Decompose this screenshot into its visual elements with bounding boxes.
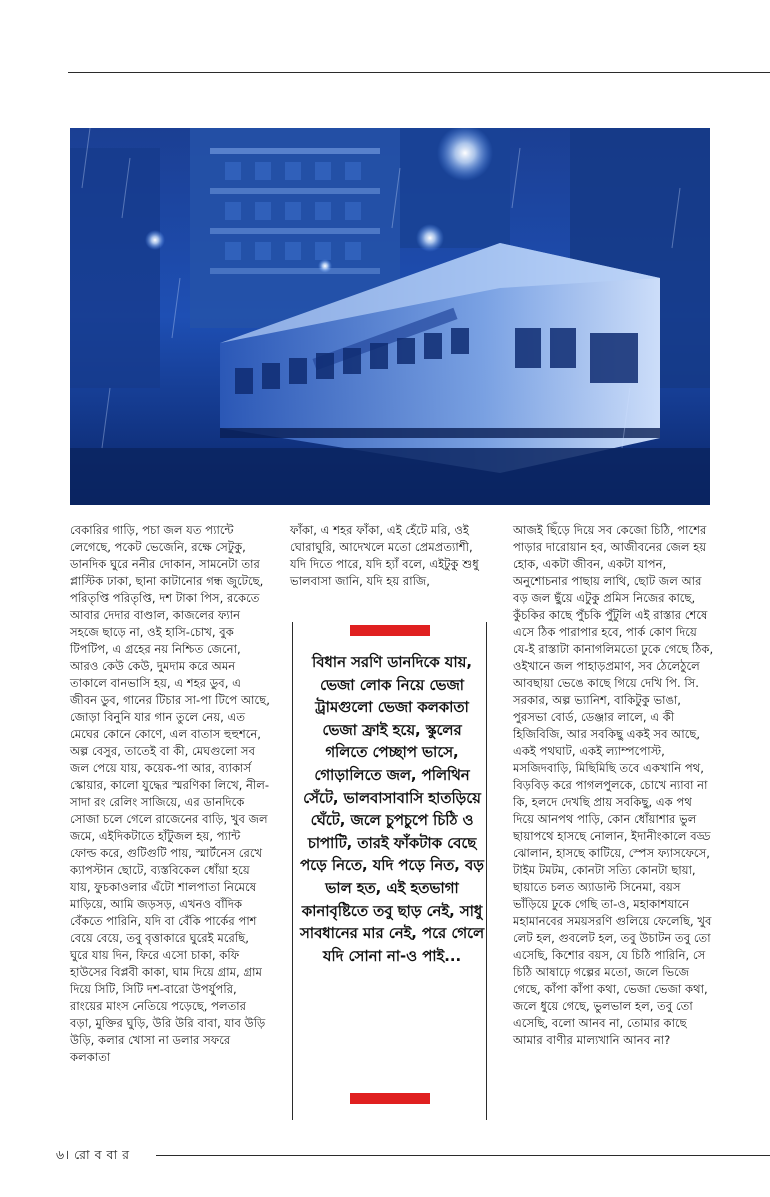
column-divider-left [292, 622, 293, 1120]
article-column-1 [70, 522, 270, 1066]
article-column-2-text: ফাঁকা, এ শহর ফাঁকা, এই হেঁটে মরি, ওই ঘোরাঘুরি, আদেখলে মতো প্রেমপ্রত্যাশী, যদি দিতে পারে, যদি হ্যাঁ বলে, এইটুকু শুধু ভালবাসা জানি, যদি হয় রাজি, [290, 523, 479, 588]
pull-quote-bar-top [350, 625, 430, 636]
tram-illustration [70, 128, 710, 505]
top-rule [68, 72, 770, 73]
footer-rule [156, 1155, 770, 1156]
article-column-3-text: আজই ছিঁড়ে দিয়ে সব কেজো চিঠি, পাশের পাড়ার দারোয়ান হব, আজীবনের জেল হয় হোক, একটা জীবন, একটা যাপন, অনুশোচনার পাছায় লাথি, ছোট জল আর বড় জল ছুঁয়ে এটুকু প্রমিস নিজের কাছে, কুঁচকির কাছে পুঁচকি পুঁটুলি এই রাস্তার শেষে এসে ঠিক পারাপার হবে, পার্ক কোণ দিয়ে যে-ই রাস্তাটা কানাগলিমতো ঢুকে গেছে ঠিক, ওইখানে জল পাহাড়প্রমাণ, সব ঠেলেঠুলে আবছায়া ভেঙে কাছে গিয়ে দেখি পি. সি. সরকার, অল্প ভ্যানিশ, বাকিটুকু ভাঙা, পুরসভা বোর্ড, ডেঞ্জার লালে, এ কী হিজিবিজি, আর সবকিছু একই সব আছে, একই পথঘাট, একই ল্যাম্পপোস্ট, মসজিদবাড়ি, মিছিমিছি তবে একখানি পথ, বিড়বিড় করে পাগলপুলকে, চোখে ন্যাবা না কি, হলদে দেখছি প্রায় সবকিছু, এক পথ দিয়ে আনপথ পাড়ি, কোন ধোঁয়াশার ভুল ছায়াপথে হাসছে নোলান, ইদানীংকালে বড্ড ঝোলান, হাসছে কাটিয়ে, স্পেস ফ্যাসফেসে, টাইম টমটম, কোনটা সত্যি কোনটা ছায়া, ছায়াতে চলত অ্যাডাল্ট সিনেমা, বয়স ভাঁড়িয়ে ঢুকে গেছি তা-ও, মহাকাশযানে মহামানবের সময়সরণি গুলিয়ে ফেলেছি, খুব লেট হল, গুবলেট হল, তবু উচাটন তবু তো এসেছি, কিশোর বয়স, যে চিঠি পারিনি, সে চিঠি আষাঢ়ে গল্পের মতো, জলে ভিজে গেছে, কাঁপা কাঁপা কথা, ভেজা ভেজা কথা, জলে ধুয়ে গেছে, ভুলভাল হল, তবু তো এসেছি, বলো আনব না, তোমার কাছে আমার বাণীর মাল্যখানি আনব না? [513, 523, 714, 1047]
article-column-2 [290, 522, 482, 590]
pull-quote-text: বিধান সরণি ডানদিকে যায়, ভেজা লোক নিয়ে ভেজা ট্রামগুলো ভেজা কলকাতা ভেজা ফ্রাই হয়ে, স্কুলের গলিতে পেচ্ছাপ ভাসে, গোড়ালিতে জল, পলিথিন সেঁটে, ভালবাসাবাসি হাতড়িয়ে ঘেঁটে, জলে চুপচুপে চিঠি ও চাপাটি, তারই ফাঁকটাক বেছে পড়ে নিতে, যদি পড়ে নিত, বড় ভাল হত, এই হতভাগা কানাবৃষ্টিতে তবু ছাড় নেই, সাধু সাবধানের মার নেই, পরে গেলে যদি সোনা না-ও পাই... [300, 654, 485, 965]
column-divider-right [486, 622, 487, 1120]
pull-quote [300, 652, 484, 968]
article-column-1-text: বেকারির গাড়ি, পচা জল যত প্যান্টে লেগেছে, পকেট ভেজেনি, রক্ষে সেটুকু, ডানদিক ঘুরে ননীর দোকান, সামনেটা তার প্লাস্টিক ঢাকা, ছানা কাটানোর গন্ধ জুটেছে, পরিতৃপ্তি পরিতৃপ্তি, দশ টাকা পিস, রকেতে আবার দেদার বাণ্ডাল, কাজলের ফ্যান সহজে ছাড়ে না, ওই হাসি-চোখ, বুক টিপটিপ, এ গ্রহের নয় নিশ্চিত জেনো, আরও কেউ কেউ, দুমদাম করে অমন তাকালে বানভাসি হয়, এ শহর ডুব, এ জীবন ডুব, গানের টিচার সা-পা টিপে আছে, জোড়া বিনুনি যার গান তুলে নেয়, এত মেঘের কোনে কোণে, এল বাতাস হুহুশনে, অল্প বেসুর, তাতেই বা কী, মেঘগুলো সব জল পেয়ে যায়, কয়েক-পা আর, ব্যাকার্স স্কোয়ার, কালো যুদ্ধের স্মরণিকা লিখে, নীল-সাদা রং রেলিং সাজিয়ে, এর ডানদিকে সোজা চলে গেলে রাজেনের বাড়ি, খুব জল জমে, এইদিকটাতে হাঁটুজল হয়, প্যান্ট ফোল্ড করে, গুটিগুটি পায়, স্মার্টনেস রেখে ক্যাপস্টান ছোটে, ব্যস্তবিকেল ধোঁয়া হয়ে যায়, ফুচকাওলার এঁটো শালপাতা নিমেষে মাড়িয়ে, আমি জড়সড়, এখনও বাঁদিক বেঁকতে পারিনি, যদি বা বেঁকি পার্কের পাশ বেয়ে বেয়ে, তবু বৃত্তাকারে ঘুরেই মরেছি, ঘুরে যায় দিন, ফিরে এসো চাকা, কফি হাউসের বিপ্লবী কাকা, ঘাম দিয়ে গ্রাম, গ্রাম দিয়ে সিটি, সিটি দশ-বারো উপর্যুপরি, রাংয়ের মাংস নেতিয়ে পড়েছে, পলতার বড়া, মুক্তির ঘুড়ি, উরি উরি বাবা, যাব উড়ি উড়ি, কলার খোসা না ডলার সফরে কলকাতা [70, 523, 270, 1064]
article-column-3 [513, 522, 716, 1049]
tram-illustration-art [70, 128, 710, 505]
pull-quote-bar-bottom [350, 1093, 430, 1104]
page-footer [0, 1147, 770, 1177]
page-number-label: ৬। রো ব বা র [56, 1147, 130, 1162]
